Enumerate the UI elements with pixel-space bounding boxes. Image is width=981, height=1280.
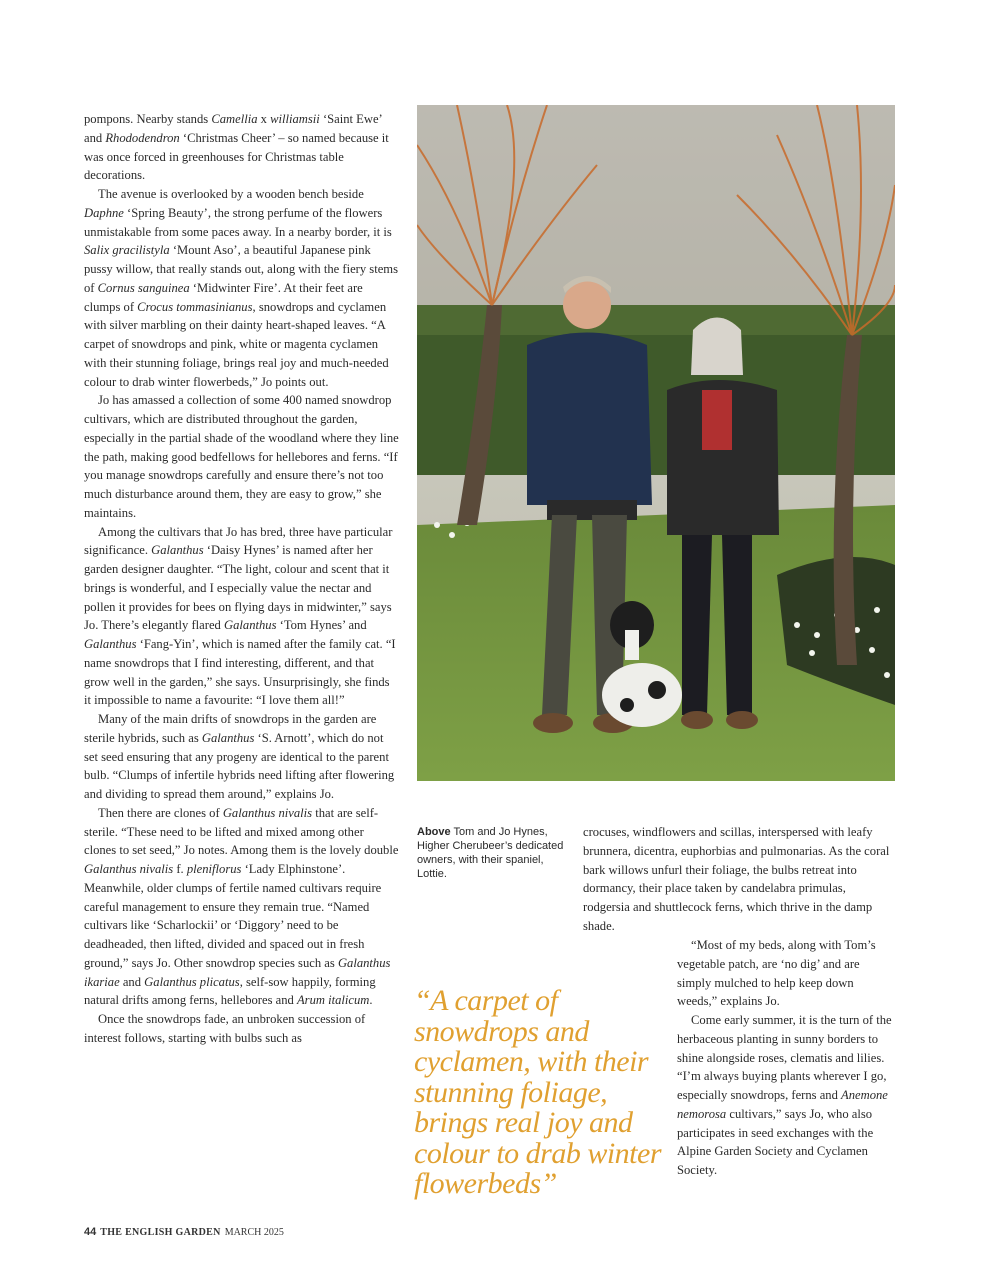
italic-plant-name: Galanthus nivalis (84, 862, 174, 876)
page-number: 44 (84, 1226, 97, 1238)
text-run: , self-sow happily, forming natural drifts among ferns, hellebores and (84, 974, 376, 1008)
text-run: Come early summer, it is the turn of the herbaceous planting in sunny borders to shine alongside roses, clematis and lilies. “I’m always buying plants wherever I go, especially snowdrops, ferns and (677, 1013, 892, 1102)
text-run: x (257, 112, 271, 126)
text-run: ‘Spring Beauty’, the strong perfume of the flowers unmistakable from some paces away. In a nearby border, it is (84, 205, 392, 239)
italic-plant-name: Galanthus (151, 543, 204, 558)
left-text-column (84, 110, 399, 1048)
italic-plant-name: Galanthus (201, 730, 255, 745)
text-run: The avenue is overlooked by a wooden bench beside (98, 187, 364, 201)
issue-date: MARCH 2025 (224, 1227, 284, 1238)
text-run: ‘Midwinter Fire’. At their feet are clumps of (84, 280, 363, 314)
paragraph (583, 823, 895, 936)
italic-plant-name: pleniflorus (186, 862, 242, 876)
paragraph (677, 936, 895, 1011)
italic-plant-name: Camellia (211, 112, 258, 126)
italic-plant-name: williamsii (270, 112, 320, 126)
paragraph (84, 391, 399, 522)
paragraph (84, 185, 399, 391)
italic-plant-name: Crocus tommasinianus (137, 299, 253, 314)
paragraph (84, 1010, 399, 1048)
caption-text: Tom and Jo Hynes, Higher Cherubeer’s dedicated owners, with their spaniel, Lottie. (417, 826, 564, 880)
right-lower-text-column (677, 936, 895, 1180)
paragraph (84, 110, 399, 185)
text-run: ‘Daisy Hynes’ is named after her garden designer daughter. “The light, colour and scent that it brings is wonderful, and I especially value the nectar and pollen it provides for bees on flying days in midwinter,” says Jo. There’s elegantly flared (84, 543, 392, 633)
italic-plant-name: Galanthus ikariae (84, 955, 391, 989)
text-run: Then there are clones of (98, 805, 223, 820)
italic-plant-name: Rhododendron (105, 130, 180, 145)
italic-plant-name: Salix gracilistyla (84, 243, 170, 258)
photo-caption (417, 825, 567, 881)
right-upper-text-column (583, 823, 895, 936)
italic-plant-name: Daphne (84, 205, 124, 220)
garden-photo (417, 105, 895, 781)
text-run: ‘Fang-Yin’, which is named after the family cat. “I name snowdrops that I find interesting, different, and that grow well in the garden,” she says. Unsurprisingly, she finds it impossible to name a favourite: “I love them all!” (84, 637, 396, 708)
pull-quote: “A carpet of snowdrops and cyclamen, with their stunning foliage, brings real joy and colour to drab winter flowerbeds” (414, 984, 662, 1200)
text-run: Many of the main drifts of snowdrops in the garden are sterile hybrids, such as (84, 712, 377, 745)
text-run: Jo has amassed a collection of some 400 named snowdrop cultivars, which are distributed throughout the garden, especially in the partial shade of the woodland where they line the path, making good bedfellows for hellebores and ferns. “If you manage snowdrops carefully and ensure there’s not too much disturbance around them, they are easy to grow,” she maintains. (84, 393, 399, 520)
paragraph (84, 804, 399, 1010)
text-run: ‘S. Arnott’, which do not set seed ensuring that any progeny are identical to the parent bulb. “Clumps of infertile hybrids need lifting after flowering and dividing to spread them around,” explains Jo. (84, 730, 395, 801)
caption-label: Above (417, 826, 451, 838)
italic-plant-name: Cornus sanguinea (97, 280, 190, 295)
text-run: ‘Tom Hynes’ and (276, 618, 367, 633)
text-run: ‘Lady Elphinstone’. Meanwhile, older clumps of fertile named cultivars require careful management to ensure they remain true. “Named cultivars like ‘Scharlockii’ or ‘Diggory’ need to be deadheaded, then lifted, divided and spaced out in fresh ground,” says Jo. Other snowdrop species such as (84, 862, 382, 970)
text-run: that are self-sterile. “These need to be lifted and mixed among other clones to set seed,” Jo notes. Among them is the lovely double (84, 805, 399, 858)
italic-plant-name: Arum italicum (296, 993, 370, 1008)
text-run: crocuses, windflowers and scillas, interspersed with leafy brunnera, dicentra, euphorbias and pulmonarias. As the coral bark willows unfurl their foliage, the bulbs retreat into dormancy, their place taken by candelabra primulas, rodgersia and shuttlecock ferns, which thrive in the damp shade. (583, 825, 890, 933)
text-run: ‘Mount Aso’, a beautiful Japanese pink pussy willow, that really stands out, along with the fiery stems of (84, 243, 398, 295)
text-run: . (369, 993, 373, 1008)
text-run: Among the cultivars that Jo has bred, three have particular significance. (84, 524, 393, 558)
paragraph (84, 710, 399, 804)
italic-plant-name: Galanthus (84, 637, 137, 651)
italic-plant-name: Galanthus plicatus (144, 974, 240, 989)
text-run: f. (173, 862, 187, 876)
paragraph (677, 1011, 895, 1180)
paragraph (84, 523, 399, 711)
italic-plant-name: Galanthus nivalis (222, 805, 313, 820)
text-run: ‘Christmas Cheer’ – so named because it was once forced in greenhouses for Christmas table decorations. (84, 130, 389, 183)
italic-plant-name: Anemone nemorosa (677, 1088, 888, 1121)
italic-plant-name: Galanthus (224, 618, 277, 633)
text-run: and (119, 974, 145, 989)
text-run: pompons. Nearby stands (84, 112, 212, 126)
magazine-name: THE ENGLISH GARDEN (100, 1227, 221, 1238)
text-run: Once the snowdrops fade, an unbroken succession of interest follows, starting with bulbs such as (84, 1012, 366, 1045)
text-run: , snowdrops and cyclamen with silver marbling on their dainty heart-shaped leaves. “A carpet of snowdrops and pink, white or magenta cyclamen with their stunning foliage, brings real joy and much-needed colour to drab winter flowerbeds,” Jo points out. (84, 299, 389, 389)
page-footer (84, 1226, 284, 1238)
text-run: “Most of my beds, along with Tom’s vegetable patch, are ‘no dig’ and are simply mulched to help keep down weeds,” explains Jo. (677, 938, 876, 1009)
text-run: ‘Saint Ewe’ and (84, 112, 382, 145)
text-run: cultivars,” says Jo, who also participates in seed exchanges with the Alpine Garden Society and Cyclamen Society. (677, 1106, 874, 1177)
